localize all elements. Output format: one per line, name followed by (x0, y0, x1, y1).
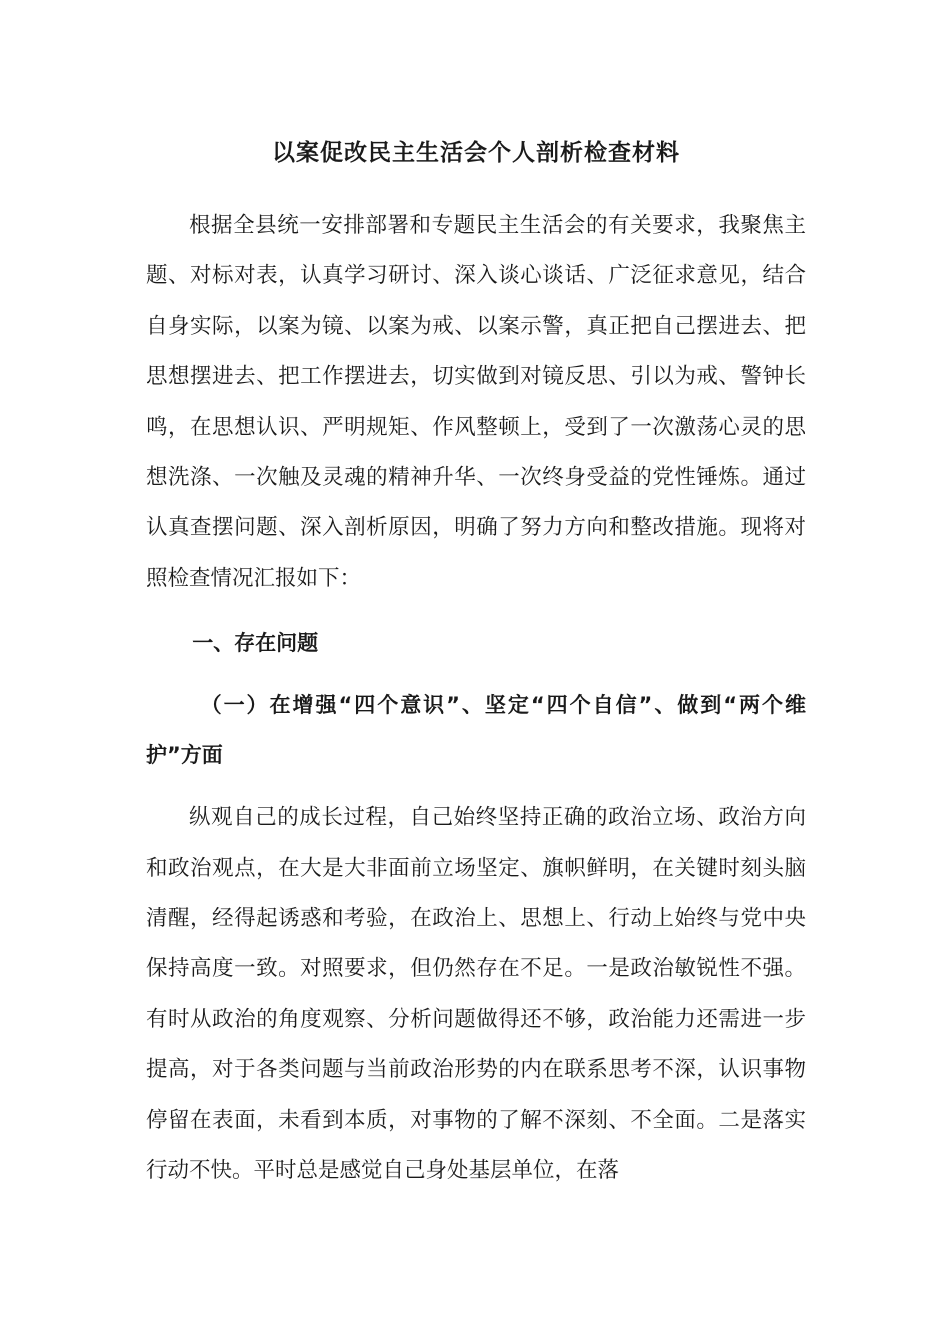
document-content (146, 128, 806, 1197)
subsection-body-paragraph: 纵观自己的成长过程，自己始终坚持正确的政治立场、政治方向和政治观点，在大是大非面前立场坚定、旗帜鲜明，在关键时刻头脑清醒，经得起诱惑和考验，在政治上、思想上、行动上始终与党中央保持高度一致。对照要求，但仍然存在不足。一是政治敏锐性不强。有时从政治的角度观察、分析问题做得还不够，政治能力还需进一步提高，对于各类问题与当前政治形势的内在联系思考不深，认识事物停留在表面，未看到本质，对事物的了解不深刻、不全面。二是落实行动不快。平时总是感觉自己身处基层单位，在落 (146, 805, 806, 1184)
subsection-heading-four-consciousness: （一）在增强“四个意识”、坚定“四个自信”、做到“两个维护”方面 (146, 693, 806, 768)
section-heading-problems: 一、存在问题 (192, 631, 319, 656)
document-title: 以案促改民主生活会个人剖析检查材料 (272, 140, 680, 166)
intro-paragraph: 根据全县统一安排部署和专题民主生活会的有关要求，我聚焦主题、对标对表，认真学习研讨、深入谈心谈话、广泛征求意见，结合自身实际，以案为镜、以案为戒、以案示警，真正把自己摆进去、把思想摆进去、把工作摆进去，切实做到对镜反思、引以为戒、警钟长鸣，在思想认识、严明规矩、作风整顿上，受到了一次激荡心灵的思想洗涤、一次触及灵魂的精神升华、一次终身受益的党性锤炼。通过认真查摆问题、深入剖析原因，明确了努力方向和整改措施。现将对照检查情况汇报如下： (146, 213, 806, 591)
